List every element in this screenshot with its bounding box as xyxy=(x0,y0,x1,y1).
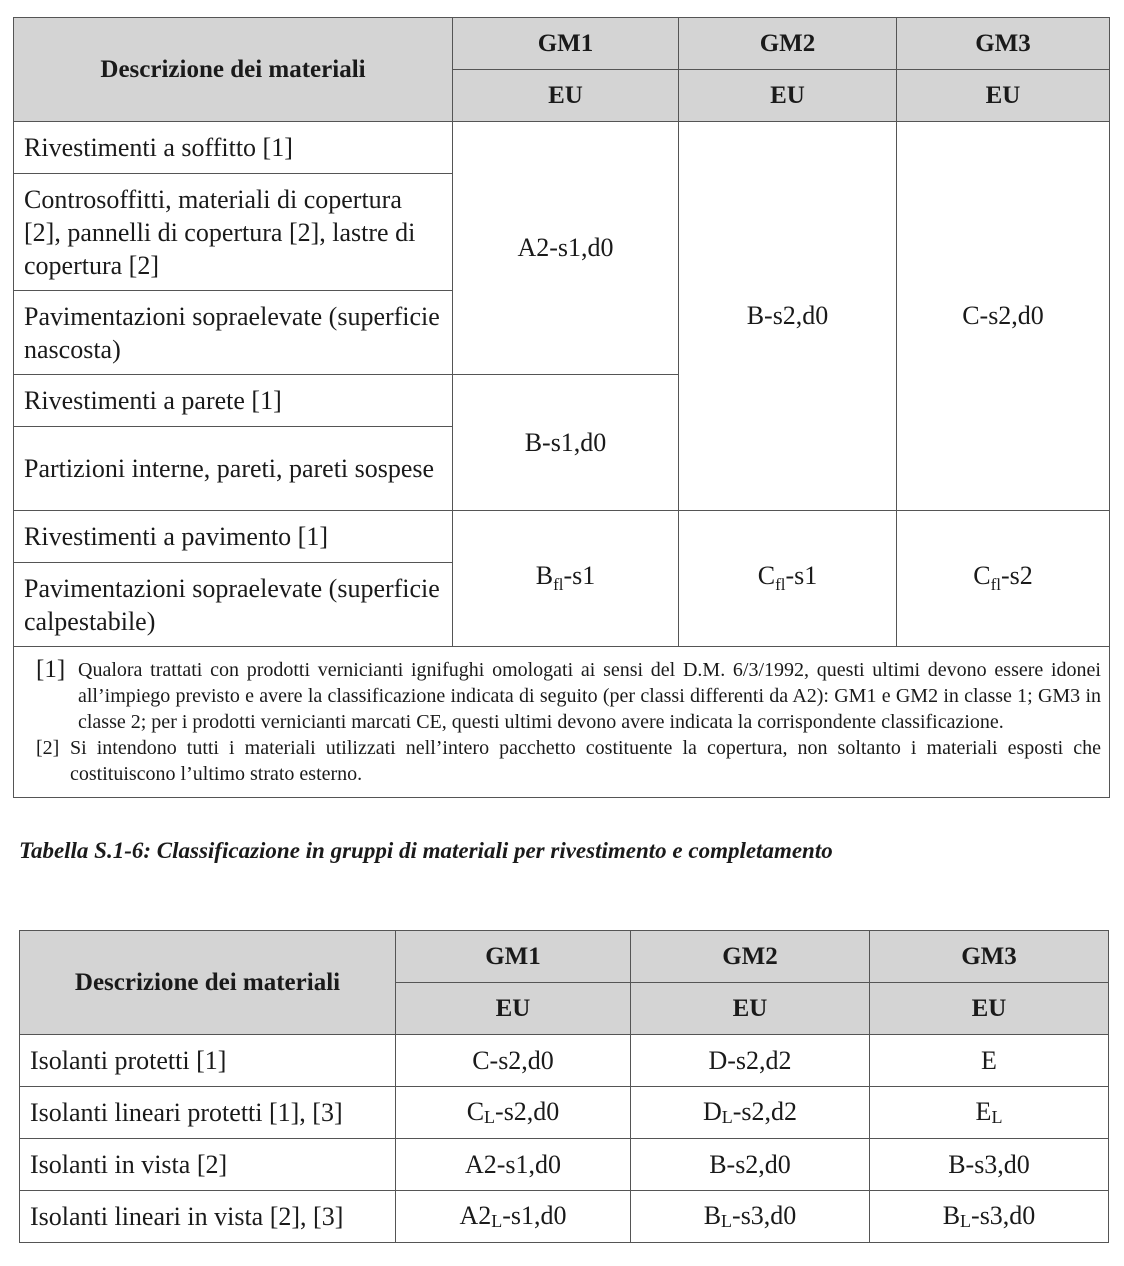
materials-table-1 xyxy=(13,17,1110,798)
subheader-gm3-eu: EU xyxy=(870,983,1109,1035)
header-gm2: GM2 xyxy=(679,18,897,70)
cell-gm1-ceiling: A2-s1,d0 xyxy=(453,122,679,375)
note-text: Qualora trattati con prodotti vernicianti ignifughi omologati ai sensi del D.M. 6/3/1992, questi ultimi devono essere idonei all’impiego previsto e avere la classificazione indicata di seguito (per classi differenti da A2): GM1 e GM2 in classe 1; GM3 in classe 2; per i prodotti vernicianti marcati CE, questi ultimi devono avere indicata la corrispondente classificazione. xyxy=(78,659,1101,733)
cell-gm1-wall: B-s1,d0 xyxy=(453,375,679,511)
cell-gm3: B-s3,d0 xyxy=(870,1139,1109,1191)
subheader-gm2-eu: EU xyxy=(631,983,870,1035)
table-row xyxy=(20,1087,1109,1139)
cell-gm1: C-s2,d0 xyxy=(396,1035,631,1087)
subheader-gm2-eu: EU xyxy=(679,70,897,122)
cell-gm2: B-s2,d0 xyxy=(631,1139,870,1191)
row-desc: Rivestimenti a parete [1] xyxy=(14,375,453,427)
row-desc: Pavimentazioni sopraelevate (superficie calpestabile) xyxy=(14,563,453,647)
header-gm3: GM3 xyxy=(897,18,1110,70)
header-gm1: GM1 xyxy=(396,931,631,983)
row-desc: Isolanti protetti [1] xyxy=(20,1035,396,1087)
cell-gm2-main: B-s2,d0 xyxy=(679,122,897,511)
row-desc: Controsoffitti, materiali di copertura [2], pannelli di copertura [2], lastre di copertura [2] xyxy=(14,174,453,291)
header-gm2: GM2 xyxy=(631,931,870,983)
row-desc: Rivestimenti a soffitto [1] xyxy=(14,122,453,174)
cell-gm2-floor: $C_{fl}-s1$ xyxy=(679,511,897,647)
table-row xyxy=(20,1139,1109,1191)
subheader-gm1-eu: EU xyxy=(396,983,631,1035)
header-description: Descrizione dei materiali xyxy=(14,18,453,122)
note-number: [1] xyxy=(36,656,66,683)
materials-table-2 xyxy=(19,930,1109,1243)
cell-gm2: DL-s2,d2 xyxy=(631,1087,870,1139)
row-desc: Partizioni interne, pareti, pareti sospese xyxy=(14,427,453,511)
subheader-gm1-eu: EU xyxy=(453,70,679,122)
table-2-body xyxy=(20,1035,1109,1243)
table-row xyxy=(20,1191,1109,1243)
row-desc: Pavimentazioni sopraelevate (superficie nascosta) xyxy=(14,291,453,375)
cell-gm1: A2-s1,d0 xyxy=(396,1139,631,1191)
header-gm3: GM3 xyxy=(870,931,1109,983)
note-1 xyxy=(36,657,1101,735)
cell-gm1-floor: $B_{fl}-s1$ xyxy=(453,511,679,647)
note-text: Si intendono tutti i materiali utilizzati nell’intero pacchetto costituente la copertura, non soltanto i materiali esposti che costituiscono l’ultimo strato esterno. xyxy=(70,737,1101,785)
table-row xyxy=(20,1035,1109,1087)
note-2 xyxy=(36,735,1101,787)
cell-gm1: CL-s2,d0 xyxy=(396,1087,631,1139)
cell-gm3: BL-s3,d0 xyxy=(870,1191,1109,1243)
subheader-gm3-eu: EU xyxy=(897,70,1110,122)
cell-gm2: D-s2,d2 xyxy=(631,1035,870,1087)
table-caption: Tabella S.1-6: Classificazione in gruppi di materiali per rivestimento e completamento xyxy=(19,838,833,863)
cell-gm1: A2L-s1,d0 xyxy=(396,1191,631,1243)
row-desc: Isolanti lineari protetti [1], [3] xyxy=(20,1087,396,1139)
header-description: Descrizione dei materiali xyxy=(20,931,396,1035)
cell-gm3-main: C-s2,d0 xyxy=(897,122,1110,511)
cell-gm3-floor: $C_{fl}-s2$ xyxy=(897,511,1110,647)
cell-gm2: BL-s3,d0 xyxy=(631,1191,870,1243)
cell-gm3: E xyxy=(870,1035,1109,1087)
table-notes xyxy=(14,647,1110,798)
row-desc: Isolanti in vista [2] xyxy=(20,1139,396,1191)
cell-gm3: EL xyxy=(870,1087,1109,1139)
header-gm1: GM1 xyxy=(453,18,679,70)
row-desc: Isolanti lineari in vista [2], [3] xyxy=(20,1191,396,1243)
note-number: [2] xyxy=(36,737,60,759)
row-desc: Rivestimenti a pavimento [1] xyxy=(14,511,453,563)
